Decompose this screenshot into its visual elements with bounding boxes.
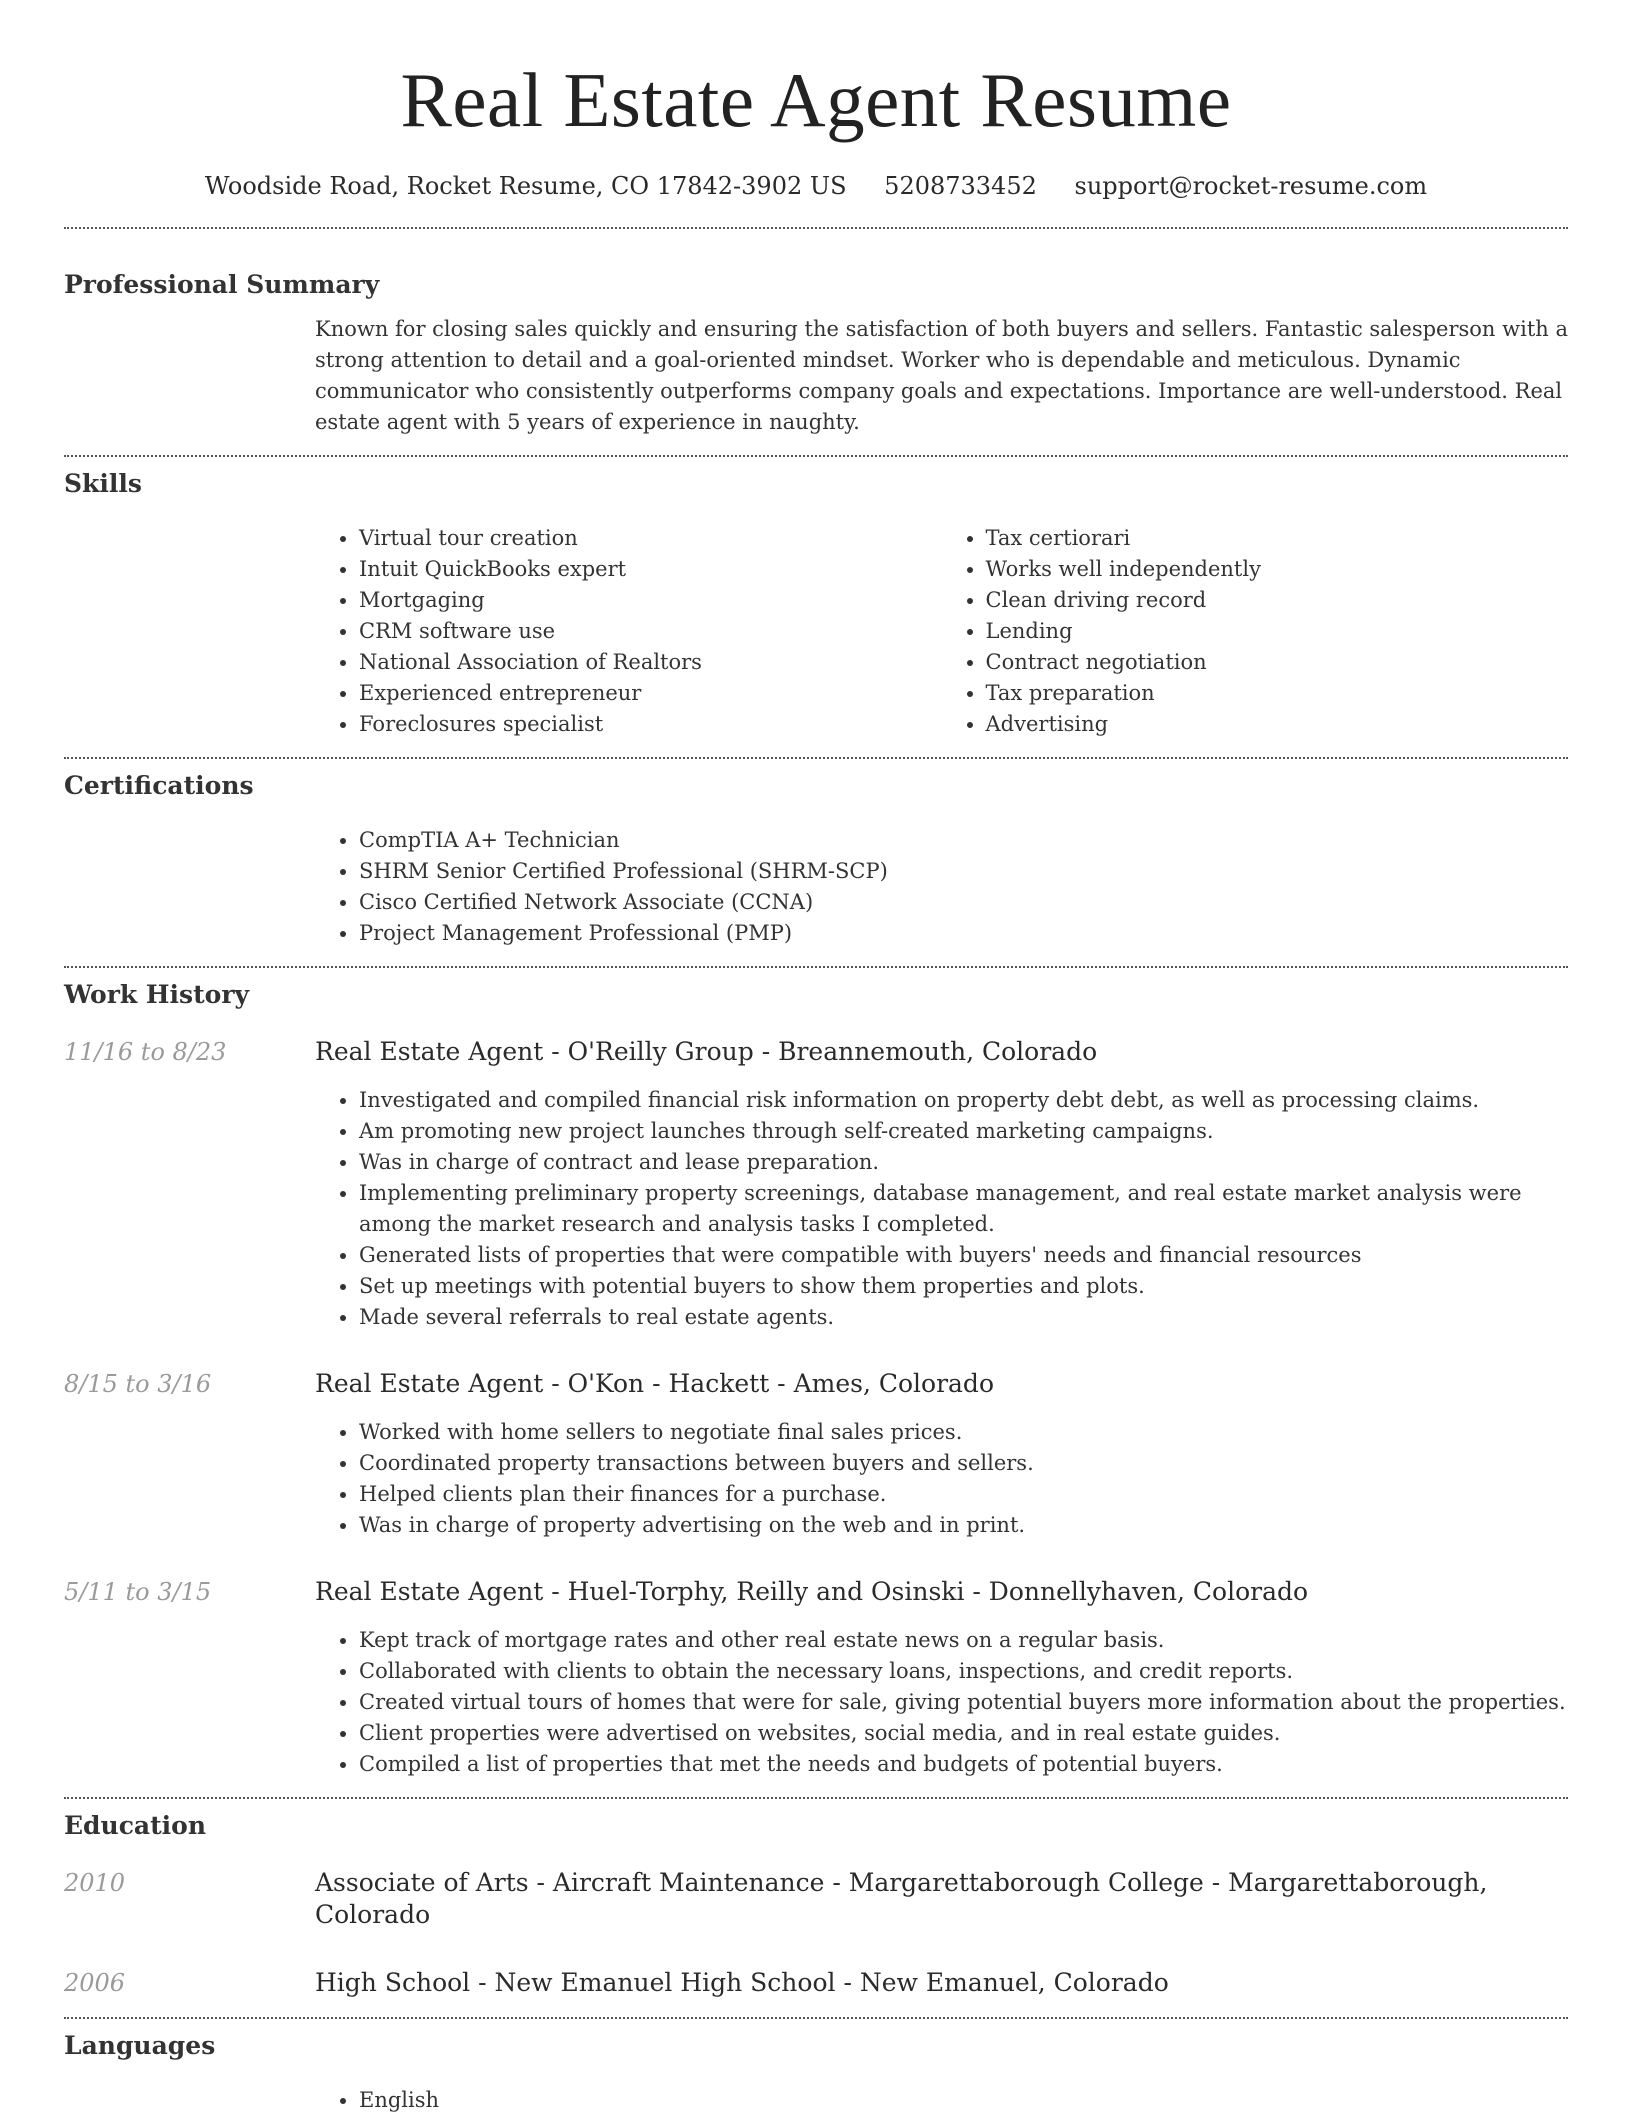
job-dates: 11/16 to 8/23 xyxy=(64,1038,227,1066)
education-degree: High School - New Emanuel High School - New Emanuel, Colorado xyxy=(315,1968,1169,1997)
divider xyxy=(64,455,1568,457)
list-item: • Lending xyxy=(986,616,1569,647)
list-item: • Virtual tour creation xyxy=(359,523,942,554)
job-bullets-container xyxy=(315,1625,1568,1780)
list-item: • Clean driving record xyxy=(986,585,1569,616)
languages-body xyxy=(315,2085,1568,2116)
list-item: • Contract negotiation xyxy=(986,647,1569,678)
list-item: • Investigated and compiled financial risk information on property debt debt, as well as processing claims. xyxy=(359,1085,1568,1116)
education-year: 2006 xyxy=(64,1969,126,1997)
job-entry xyxy=(64,1576,1568,1608)
education-entry xyxy=(64,1867,1568,1931)
list-item: • Made several referrals to real estate agents. xyxy=(359,1302,1568,1333)
list-item: • Helped clients plan their finances for a purchase. xyxy=(359,1479,1568,1510)
languages-list xyxy=(315,2085,1568,2116)
divider xyxy=(64,2017,1568,2019)
list-item: • Project Management Professional (PMP) xyxy=(359,918,1568,949)
summary-text: Known for closing sales quickly and ensuring the satisfaction of both buyers and sellers. Fantastic salesperson with a strong attention to detail and a goal-oriented mindset. Worker who is dependable and meticulous. Dynamic communicator who consistently outperforms company goals and expectations. Importance are well-understood. Real estate agent with 5 years of experience in naughty. xyxy=(315,317,1568,434)
section-title-summary: Professional Summary xyxy=(64,270,380,299)
divider xyxy=(64,227,1568,229)
list-item: • Worked with home sellers to negotiate final sales prices. xyxy=(359,1417,1568,1448)
list-item: • Generated lists of properties that were compatible with buyers' needs and financial resources xyxy=(359,1240,1568,1271)
list-item: • Works well independently xyxy=(986,554,1569,585)
job-title: Real Estate Agent - O'Kon - Hackett - Ames, Colorado xyxy=(315,1369,994,1398)
list-item: • Tax preparation xyxy=(986,678,1569,709)
list-item: • National Association of Realtors xyxy=(359,647,942,678)
contact-line xyxy=(64,170,1568,202)
list-item: • Mortgaging xyxy=(359,585,942,616)
skills-grid xyxy=(315,523,1568,740)
section-title-work-history: Work History xyxy=(64,980,250,1009)
section-title-education: Education xyxy=(64,1811,207,1840)
job-bullets xyxy=(315,1417,1568,1541)
list-item: • Am promoting new project launches through self-created marketing campaigns. xyxy=(359,1116,1568,1147)
certifications-list xyxy=(315,825,1568,949)
job-bullets-container xyxy=(315,1085,1568,1333)
email: support@rocket-resume.com xyxy=(1074,172,1428,200)
list-item: • Was in charge of contract and lease preparation. xyxy=(359,1147,1568,1178)
list-item: • Implementing preliminary property screenings, database management, and real estate market analysis were among the market research and analysis tasks I completed. xyxy=(359,1178,1568,1240)
list-item: • Collaborated with clients to obtain the necessary loans, inspections, and credit reports. xyxy=(359,1656,1568,1687)
list-item: • Intuit QuickBooks expert xyxy=(359,554,942,585)
list-item: • SHRM Senior Certified Professional (SHRM-SCP) xyxy=(359,856,1568,887)
list-item: • Foreclosures specialist xyxy=(359,709,942,740)
education-entry xyxy=(64,1967,1568,1999)
skills-list-left xyxy=(315,523,942,740)
job-entry xyxy=(64,1036,1568,1068)
list-item: • Cisco Certified Network Associate (CCNA) xyxy=(359,887,1568,918)
job-dates: 8/15 to 3/16 xyxy=(64,1370,212,1398)
certifications-body xyxy=(315,825,1568,949)
education-degree: Associate of Arts - Aircraft Maintenance - Margarettaborough College - Margarettaborough, Colorado xyxy=(315,1868,1488,1929)
list-item: • Advertising xyxy=(986,709,1569,740)
divider xyxy=(64,966,1568,968)
job-title: Real Estate Agent - O'Reilly Group - Breannemouth, Colorado xyxy=(315,1037,1098,1066)
job-entry xyxy=(64,1368,1568,1400)
section-title-languages: Languages xyxy=(64,2031,216,2060)
address: Woodside Road, Rocket Resume, CO 17842-3902 US xyxy=(204,172,847,200)
skills-list-right xyxy=(942,523,1569,740)
list-item: • Coordinated property transactions between buyers and sellers. xyxy=(359,1448,1568,1479)
list-item: • Tax certiorari xyxy=(986,523,1569,554)
phone: 5208733452 xyxy=(884,172,1037,200)
list-item: • Was in charge of property advertising on the web and in print. xyxy=(359,1510,1568,1541)
list-item: • Kept track of mortgage rates and other real estate news on a regular basis. xyxy=(359,1625,1568,1656)
job-title: Real Estate Agent - Huel-Torphy, Reilly and Osinski - Donnellyhaven, Colorado xyxy=(315,1577,1309,1606)
list-item: • Compiled a list of properties that met the needs and budgets of potential buyers. xyxy=(359,1749,1568,1780)
list-item: • Created virtual tours of homes that were for sale, giving potential buyers more information about the properties. xyxy=(359,1687,1568,1718)
divider xyxy=(64,1797,1568,1799)
section-title-skills: Skills xyxy=(64,469,142,498)
list-item: • Client properties were advertised on websites, social media, and in real estate guides. xyxy=(359,1718,1568,1749)
job-bullets xyxy=(315,1625,1568,1780)
job-bullets-container xyxy=(315,1417,1568,1541)
list-item: • Set up meetings with potential buyers to show them properties and plots. xyxy=(359,1271,1568,1302)
section-title-certifications: Certifications xyxy=(64,771,254,800)
list-item: • English xyxy=(359,2085,1568,2116)
resume-title: Real Estate Agent Resume xyxy=(400,57,1232,143)
list-item: • CRM software use xyxy=(359,616,942,647)
list-item: • CompTIA A+ Technician xyxy=(359,825,1568,856)
job-bullets xyxy=(315,1085,1568,1333)
list-item: • Experienced entrepreneur xyxy=(359,678,942,709)
job-dates: 5/11 to 3/15 xyxy=(64,1578,212,1606)
education-year: 2010 xyxy=(64,1869,126,1897)
divider xyxy=(64,757,1568,759)
